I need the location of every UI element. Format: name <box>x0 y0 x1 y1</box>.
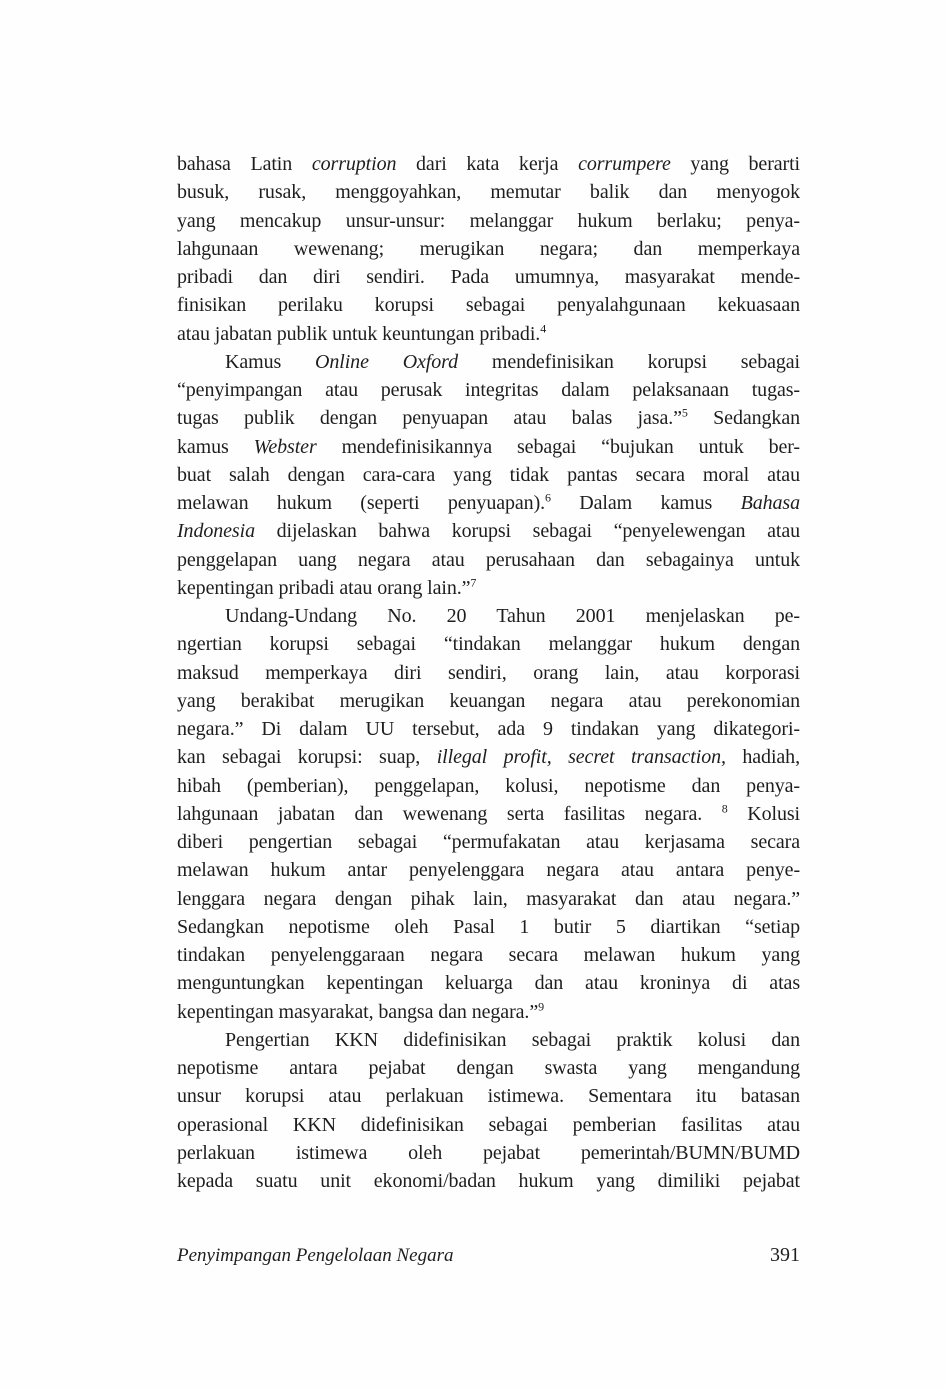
body-text: Sedangkan <box>687 407 800 430</box>
text-line <box>177 1167 800 1195</box>
body-text: Kamus <box>225 350 316 373</box>
text-line <box>177 715 800 743</box>
body-text: unsur korupsi atau perlakuan istimewa. Sementara itu batasan <box>177 1085 800 1108</box>
text-line <box>177 800 800 828</box>
text-line <box>177 885 800 913</box>
body-text: pribadi dan diri sendiri. Pada umumnya, masyarakat mende- <box>177 266 800 288</box>
body-text: “penyimpangan atau perusak integritas dalam pelaksanaan tugas- <box>177 379 800 401</box>
body-text: yang berakibat merugikan keuangan negara atau perekonomian <box>177 689 800 712</box>
text-line <box>177 828 800 856</box>
footnote-marker: 5 <box>681 405 688 420</box>
text-line <box>177 546 800 574</box>
body-text: Dalam kamus <box>550 492 741 514</box>
text-line <box>177 969 800 997</box>
body-text: perlakuan istimewa oleh pejabat pemerintah/BUMN/BUMD <box>177 1141 800 1164</box>
text-line <box>177 150 800 178</box>
body-text: lahgunaan wewenang; merugikan negara; dan memperkaya <box>177 237 800 260</box>
body-text: penggelapan uang negara atau perusahaan dan sebagainya untuk <box>177 548 800 571</box>
footnote-marker: 6 <box>545 490 551 505</box>
paragraph <box>177 602 800 1026</box>
body-text: kepentingan masyarakat, bangsa dan negara.” <box>177 1000 539 1023</box>
body-text: operasional KKN didefinisikan sebagai pemberian fasilitas atau <box>177 1113 800 1136</box>
body-text: Pengertian KKN didefinisikan sebagai praktik kolusi dan <box>225 1028 800 1051</box>
body-text: hibah (pemberian), penggelapan, kolusi, nepotisme dan penya- <box>177 774 800 797</box>
paragraph <box>177 348 800 602</box>
body-text: melawan hukum antar penyelenggara negara atau antara penye- <box>177 859 800 882</box>
footnote-marker: 7 <box>470 575 477 590</box>
body-text: ngertian korupsi sebagai “tindakan melanggar hukum dengan <box>177 633 800 656</box>
text-line <box>177 461 800 489</box>
text-line <box>177 743 800 771</box>
body-text: busuk, rusak, menggoyahkan, memutar balik dan menyogok <box>177 181 800 204</box>
body-text: lenggara negara dengan pihak lain, masyarakat dan atau negara.” <box>177 887 800 910</box>
italic-text: Indonesia <box>177 520 255 543</box>
text-line <box>177 348 800 376</box>
page-number: 391 <box>770 1244 800 1266</box>
body-text: dari kata kerja <box>396 153 579 175</box>
italic-text: corruption <box>311 153 397 175</box>
text-line <box>177 602 800 630</box>
text-line <box>177 574 800 602</box>
page-body <box>177 150 800 1195</box>
text-line <box>177 207 800 235</box>
text-line <box>177 856 800 884</box>
body-text: lahgunaan jabatan dan wewenang serta fasilitas negara. <box>177 802 722 825</box>
body-text: mendefinisikan korupsi sebagai <box>458 350 800 373</box>
text-line <box>177 404 800 432</box>
body-text: menguntungkan kepentingan keluarga dan atau kroninya di atas <box>177 972 800 995</box>
body-text: tindakan penyelenggaraan negara secara melawan hukum yang <box>177 944 800 966</box>
text-line <box>177 263 800 291</box>
italic-text: Bahasa <box>740 492 800 514</box>
italic-text: corrumpere <box>578 153 671 175</box>
text-line <box>177 291 800 319</box>
body-text: atau jabatan publik untuk keuntungan pribadi. <box>177 322 541 345</box>
text-line <box>177 376 800 404</box>
body-text: mendefinisikannya sebagai “bujukan untuk ber- <box>316 435 800 458</box>
paragraph <box>177 1026 800 1196</box>
body-text: nepotisme antara pejabat dengan swasta yang mengandung <box>177 1057 800 1079</box>
text-line <box>177 630 800 658</box>
text-line <box>177 1139 800 1167</box>
body-text: diberi pengertian sebagai “permufakatan atau kerjasama secara <box>177 831 800 853</box>
italic-text: Webster <box>253 435 317 458</box>
footnote-marker: 8 <box>721 801 728 816</box>
body-text: melawan hukum (seperti penyuapan). <box>177 492 546 514</box>
text-line <box>177 659 800 687</box>
text-line <box>177 320 800 348</box>
body-text: dijelaskan bahwa korupsi sebagai “penyelewengan atau <box>254 520 800 543</box>
text-line <box>177 687 800 715</box>
body-text: tugas publik dengan penyuapan atau balas jasa.” <box>177 407 682 430</box>
body-text: Undang-Undang No. 20 Tahun 2001 menjelaskan pe- <box>225 605 800 627</box>
body-text: buat salah dengan cara-cara yang tidak pantas secara moral atau <box>177 463 800 486</box>
body-text: yang mencakup unsur-unsur: melanggar hukum berlaku; penya- <box>177 209 800 232</box>
text-line <box>177 1054 800 1082</box>
text-line <box>177 178 800 206</box>
page-footer <box>177 1244 800 1267</box>
body-text: kepentingan pribadi atau orang lain.” <box>177 576 471 599</box>
text-line <box>177 772 800 800</box>
running-title: Penyimpangan Pengelolaan Negara <box>177 1245 454 1266</box>
text-line <box>177 433 800 461</box>
body-text: maksud memperkaya diri sendiri, orang lain, atau korporasi <box>177 661 800 684</box>
body-text: bahasa Latin <box>177 153 312 175</box>
text-line <box>177 1082 800 1110</box>
italic-text: Online Oxford <box>315 350 459 373</box>
text-line <box>177 913 800 941</box>
text-line <box>177 1111 800 1139</box>
text-line <box>177 489 800 517</box>
body-text: Kolusi <box>727 802 800 825</box>
footnote-marker: 9 <box>538 998 544 1013</box>
body-text: yang berarti <box>670 153 800 175</box>
body-text: kepada suatu unit ekonomi/badan hukum yang dimiliki pejabat <box>177 1170 800 1192</box>
text-line <box>177 941 800 969</box>
body-text: Sedangkan nepotisme oleh Pasal 1 butir 5 diartikan “setiap <box>177 915 800 938</box>
body-text: finisikan perilaku korupsi sebagai penyalahgunaan kekuasaan <box>177 294 800 317</box>
body-text: negara.” Di dalam UU tersebut, ada 9 tindakan yang dikategori- <box>177 718 800 740</box>
footnote-marker: 4 <box>540 320 547 335</box>
body-text: hadiah, <box>725 746 800 769</box>
italic-text: illegal profit, secret transaction, <box>436 746 726 769</box>
text-line <box>177 517 800 545</box>
text-line <box>177 998 800 1026</box>
text-line <box>177 1026 800 1054</box>
text-line <box>177 235 800 263</box>
paragraph <box>177 150 800 348</box>
body-text: kamus <box>177 435 254 458</box>
body-text: kan sebagai korupsi: suap, <box>177 746 437 769</box>
